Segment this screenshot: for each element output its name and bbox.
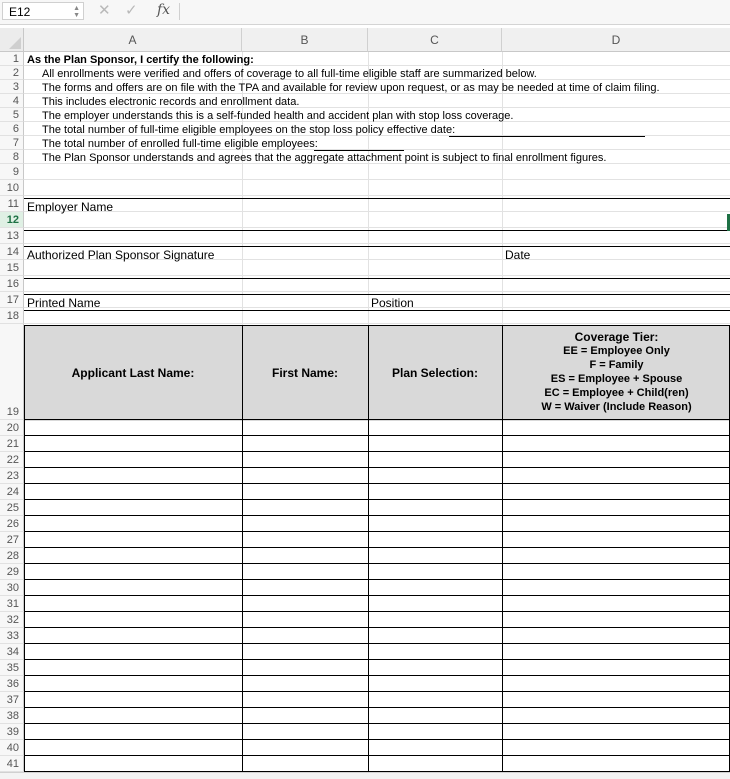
table-row[interactable] — [24, 547, 730, 548]
row-header[interactable]: 16 — [0, 276, 24, 292]
row-header[interactable]: 36 — [0, 676, 24, 692]
grid-line — [24, 179, 730, 180]
row-header[interactable]: 35 — [0, 660, 24, 676]
row-header[interactable]: 6 — [0, 122, 24, 136]
formula-input[interactable] — [184, 3, 730, 20]
coverage-tier-option: W = Waiver (Include Reason) — [541, 401, 692, 413]
row-header[interactable]: 5 — [0, 108, 24, 122]
certification-line: The forms and offers are on file with the TPA and available for review upon request, or as may be needed at time of claim filing. — [42, 82, 660, 94]
row-header[interactable]: 32 — [0, 612, 24, 628]
table-row[interactable] — [24, 579, 730, 580]
first-name-header: First Name: — [271, 366, 339, 380]
employer-name-label: Employer Name — [27, 200, 114, 214]
field-border — [24, 230, 730, 231]
checkmark-icon[interactable]: ✓ — [125, 2, 138, 19]
field-border — [24, 294, 730, 295]
table-row[interactable] — [24, 483, 730, 484]
row-header[interactable]: 38 — [0, 708, 24, 724]
table-border — [502, 325, 503, 772]
certification-heading: As the Plan Sponsor, I certify the following: — [27, 54, 254, 66]
coverage-tier-option: F = Family — [589, 359, 644, 371]
row-header[interactable]: 30 — [0, 580, 24, 596]
certification-line: The employer understands this is a self-funded health and accident plan with stop loss coverage. — [42, 110, 514, 122]
table-border — [24, 325, 25, 772]
table-row[interactable] — [24, 531, 730, 532]
row-header[interactable]: 27 — [0, 532, 24, 548]
certification-line: The Plan Sponsor understands and agrees that the aggregate attachment point is subject to final enrollment figures. — [42, 152, 607, 164]
certification-line: The total number of full-time eligible employees on the stop loss policy effective date: — [42, 124, 456, 136]
row-header[interactable]: 41 — [0, 756, 24, 772]
table-row[interactable] — [24, 499, 730, 500]
row-header[interactable]: 18 — [0, 308, 24, 324]
name-box[interactable] — [2, 2, 84, 20]
row-header[interactable]: 10 — [0, 180, 24, 196]
row-header[interactable]: 39 — [0, 724, 24, 740]
table-border — [368, 325, 369, 772]
divider — [179, 3, 180, 20]
row-header[interactable]: 22 — [0, 452, 24, 468]
column-header-d[interactable]: D — [502, 28, 730, 52]
table-row[interactable] — [24, 563, 730, 564]
row-header[interactable]: 8 — [0, 150, 24, 164]
table-row[interactable] — [24, 691, 730, 692]
field-border — [24, 246, 730, 247]
row-header[interactable]: 37 — [0, 692, 24, 708]
table-border — [242, 325, 243, 772]
stepper-icon[interactable]: ▲ ▼ — [73, 5, 80, 19]
grid-line — [24, 291, 730, 292]
coverage-tier-option: EE = Employee Only — [563, 345, 670, 357]
row-header[interactable]: 34 — [0, 644, 24, 660]
certification-line: All enrollments were verified and offers of coverage to all full-time eligible staff are summarized below. — [42, 68, 537, 80]
table-row[interactable] — [24, 675, 730, 676]
row-header[interactable]: 33 — [0, 628, 24, 644]
table-row[interactable] — [24, 611, 730, 612]
table-row[interactable] — [24, 467, 730, 468]
grid-line — [24, 243, 730, 244]
field-border — [24, 198, 730, 199]
date-label: Date — [505, 248, 531, 262]
field-border — [24, 278, 730, 279]
column-header-c[interactable]: C — [368, 28, 502, 52]
row-header[interactable]: 19 — [0, 324, 24, 420]
table-row[interactable] — [24, 739, 730, 740]
certification-line: The total number of enrolled full-time eligible employees: — [42, 138, 318, 150]
row-header[interactable]: 26 — [0, 516, 24, 532]
function-icon[interactable]: fx — [157, 2, 171, 18]
row-header[interactable]: 15 — [0, 260, 24, 276]
row-header[interactable]: 9 — [0, 164, 24, 180]
row-header[interactable]: 29 — [0, 564, 24, 580]
table-row[interactable] — [24, 707, 730, 708]
grid-line — [24, 195, 730, 196]
cell-reference: E12 — [9, 5, 31, 19]
coverage-tier-option: EC = Employee + Child(ren) — [544, 387, 689, 399]
certification-line: This includes electronic records and enrollment data. — [42, 96, 300, 108]
table-border — [24, 325, 730, 326]
row-header[interactable]: 25 — [0, 500, 24, 516]
field-border — [24, 310, 730, 311]
table-row[interactable] — [24, 643, 730, 644]
table-row[interactable] — [24, 627, 730, 628]
position-label: Position — [371, 296, 414, 310]
row-header[interactable]: 23 — [0, 468, 24, 484]
row-header[interactable]: 3 — [0, 80, 24, 94]
coverage-tier-header — [503, 330, 730, 414]
row-header[interactable]: 1 — [0, 52, 24, 66]
printed-name-label: Printed Name — [27, 296, 101, 310]
row-header[interactable]: 31 — [0, 596, 24, 612]
row-header[interactable]: 40 — [0, 740, 24, 756]
plan-selection-header: Plan Selection: — [391, 366, 479, 380]
grid-line — [24, 211, 730, 212]
coverage-tier-option: ES = Employee + Spouse — [550, 373, 683, 385]
row-header[interactable]: 2 — [0, 66, 24, 80]
row-header[interactable]: 11 — [0, 196, 24, 212]
table-row[interactable] — [24, 451, 730, 452]
table-row[interactable] — [24, 595, 730, 596]
table-row[interactable] — [24, 723, 730, 724]
row-header[interactable]: 12 — [0, 212, 24, 228]
formula-bar — [0, 0, 730, 25]
row-header[interactable]: 28 — [0, 548, 24, 564]
select-all-button[interactable] — [0, 28, 24, 52]
row-header[interactable]: 4 — [0, 94, 24, 108]
row-header[interactable]: 17 — [0, 292, 24, 308]
table-row[interactable] — [24, 755, 730, 756]
table-row[interactable] — [24, 419, 730, 420]
table-row[interactable] — [24, 435, 730, 436]
blank-underline — [314, 150, 404, 151]
row-header[interactable]: 13 — [0, 228, 24, 244]
row-header[interactable]: 7 — [0, 136, 24, 150]
blank-underline — [449, 136, 645, 137]
grid-line — [24, 323, 730, 324]
row-header[interactable]: 14 — [0, 244, 24, 260]
grid-line — [24, 275, 730, 276]
last-name-header: Applicant Last Name: — [71, 366, 195, 380]
grid-line — [24, 227, 730, 228]
table-row[interactable] — [24, 659, 730, 660]
signature-label: Authorized Plan Sponsor Signature — [27, 248, 215, 262]
close-icon[interactable]: ✕ — [98, 2, 111, 19]
row-header[interactable]: 24 — [0, 484, 24, 500]
column-header-a[interactable]: A — [24, 28, 242, 52]
coverage-tier-title: Coverage Tier: — [574, 330, 659, 344]
row-header[interactable]: 20 — [0, 420, 24, 436]
column-header-b[interactable]: B — [242, 28, 368, 52]
row-header[interactable]: 21 — [0, 436, 24, 452]
table-row[interactable] — [24, 515, 730, 516]
